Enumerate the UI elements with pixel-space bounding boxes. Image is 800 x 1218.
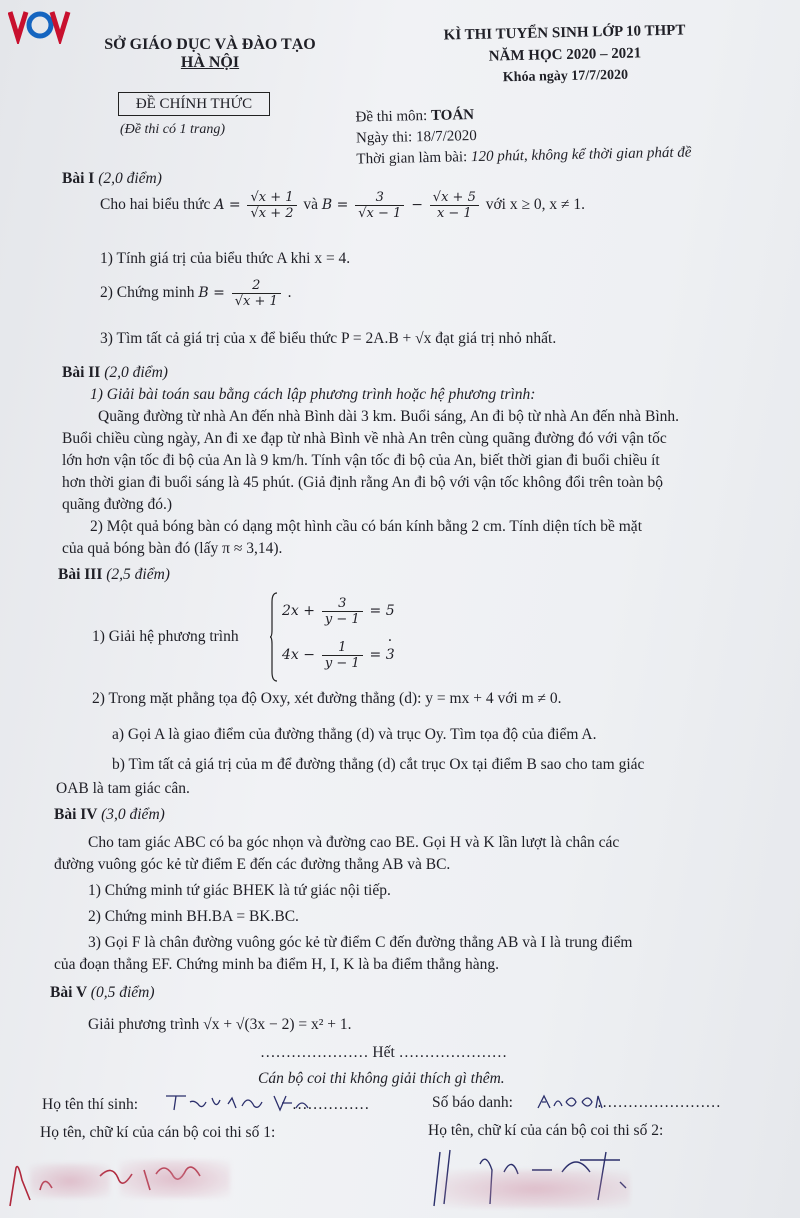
bai1-q3: 3) Tìm tất cả giá trị của x để biểu thức P = 2A.B + √x đạt giá trị nhỏ nhất. <box>100 330 557 347</box>
bai3-q2a: a) Gọi A là giao điểm của đường thẳng (d) và trục Oy. Tìm tọa độ của điểm A. <box>112 726 597 743</box>
candidate-label: Họ tên thí sinh: <box>42 1096 139 1113</box>
eq1-right: = 5 <box>369 603 395 620</box>
exam-info <box>355 100 691 170</box>
proctor1-label: Họ tên, chữ kí của cán bộ coi thi số 1: <box>40 1124 276 1141</box>
eq1-num: 3 <box>322 596 363 612</box>
bai1-title: Bài I <box>62 170 95 187</box>
expr-b-fraction1 <box>355 190 404 221</box>
bai1-intro <box>100 190 585 221</box>
bai3-title: Bài III <box>58 566 103 583</box>
expr-b-minus: − <box>411 197 423 214</box>
bai5-question: Giải phương trình √x + √(3x − 2) = x² + 1. <box>88 1016 352 1033</box>
bai1-q2-prefix: 2) Chứng minh <box>100 284 195 302</box>
eq1-den: y − 1 <box>324 612 360 627</box>
expr-a-fraction <box>247 190 296 221</box>
candidate-dots: …………… <box>291 1096 370 1113</box>
bai2-q1-intro: 1) Giải bài toán sau bằng cách lập phương trình hoặc hệ phương trình: <box>90 386 536 403</box>
bai4-q3-line1: 3) Gọi F là chân đường vuông góc kẻ từ điểm C đến đường thẳng AB và I là trung điểm <box>88 934 633 951</box>
equation-2 <box>282 640 395 671</box>
bai2-q1-line3: lớn hơn vận tốc đi bộ của An là 9 km/h. Tính vận tốc đi bộ của An, biết thời gian đi buổi chiều ít <box>62 452 660 469</box>
bai4-q1: 1) Chứng minh tứ giác BHEK là tứ giác nội tiếp. <box>88 882 391 899</box>
official-label: ĐỀ CHÍNH THỨC <box>118 92 270 116</box>
bai1-q2-den: √x + 1 <box>234 294 278 309</box>
expr-a-lhs: A = <box>214 197 241 214</box>
eq2-right: = 3 <box>369 647 395 664</box>
expr-b-num1: 3 <box>355 190 404 206</box>
expr-b-fraction2 <box>430 190 479 221</box>
header-left <box>100 36 320 72</box>
bai3-points: (2,5 điểm) <box>106 566 170 583</box>
eq1-fraction <box>322 596 363 627</box>
bai4-title: Bài IV <box>54 806 98 823</box>
id-handwriting <box>536 1092 606 1112</box>
system-end: . <box>388 628 392 645</box>
vov-logo <box>8 8 72 44</box>
bai2-q1-line1: Quãng đường từ nhà An đến nhà Bình dài 3 km. Buổi sáng, An đi bộ từ nhà An đến nhà Bình. <box>98 408 680 425</box>
equation-system <box>270 592 400 684</box>
bai1-and: và <box>303 196 319 214</box>
signature-blur-3 <box>440 1170 630 1208</box>
bai2-q1-line4: hơn thời gian đi buổi sáng là 45 phút. (Giả định rằng An đi bộ với vận tốc không đổi trên toàn bộ <box>62 474 664 491</box>
bai2-heading <box>62 364 168 382</box>
header-right <box>399 19 730 92</box>
bai1-q1: 1) Tính giá trị của biểu thức A khi x = 4. <box>100 250 351 267</box>
signature-blur-2 <box>120 1160 230 1198</box>
equation-1 <box>282 596 395 627</box>
id-dots: …………………… <box>596 1094 721 1111</box>
bai4-q2: 2) Chứng minh BH.BA = BK.BC. <box>88 908 299 925</box>
bai3-q2: 2) Trong mặt phẳng tọa độ Oxy, xét đường thẳng (d): y = mx + 4 với m ≠ 0. <box>92 690 562 707</box>
bai2-q1-line2: Buổi chiều cùng ngày, An đi xe đạp từ nhà Bình về nhà An trên cùng quãng đường đó với vận tốc <box>62 430 667 447</box>
pages-note: (Đề thi có 1 trang) <box>120 122 225 137</box>
bai1-q2-lhs: B = <box>198 285 225 302</box>
session-date: Khóa ngày 17/7/2020 <box>502 67 629 86</box>
expr-b-den2: x − 1 <box>436 206 472 221</box>
duration-label: Thời gian làm bài: <box>356 149 468 168</box>
bai3-heading <box>58 566 170 584</box>
exam-title: KÌ THI TUYỂN SINH LỚP 10 THPT <box>443 22 686 44</box>
eq2-left: 4x − <box>282 647 315 664</box>
bai1-q2-fraction <box>232 278 281 309</box>
expr-b-num2: √x + 5 <box>430 190 479 206</box>
bai3-q2b-line2: OAB là tam giác cân. <box>56 780 190 797</box>
bai3-q1-prefix: 1) Giải hệ phương trình <box>92 628 239 645</box>
bai1-points: (2,0 điểm) <box>98 170 162 187</box>
bai1-condition: với x ≥ 0, x ≠ 1. <box>485 196 585 214</box>
bai4-q3-line2: của đoạn thẳng EF. Chứng minh ba điểm H, I, K là ba điểm thẳng hàng. <box>54 956 499 973</box>
eq2-fraction <box>322 640 363 671</box>
expr-b-den1: √x − 1 <box>358 206 402 221</box>
eq1-left: 2x + <box>282 603 315 620</box>
end-mark: ………………… Hết ………………… <box>260 1044 508 1061</box>
proctor2-label: Họ tên, chữ kí của cán bộ coi thi số 2: <box>428 1122 664 1139</box>
bai4-intro-line2: đường vuông góc kẻ từ điểm E đến các đường thẳng AB và BC. <box>54 856 451 873</box>
signature-blur-1 <box>30 1164 110 1198</box>
proctor-note: Cán bộ coi thi không giải thích gì thêm. <box>258 1070 505 1087</box>
bai2-q1-body <box>62 406 772 516</box>
bai5-heading <box>50 984 154 1002</box>
duration: 120 phút, không kể thời gian phát đề <box>470 144 692 166</box>
exam-date: Ngày thi: 18/7/2020 <box>355 127 477 147</box>
bai1-heading <box>62 170 162 188</box>
bai1-q2-num: 2 <box>232 278 281 294</box>
department: SỞ GIÁO DỤC VÀ ĐÀO TẠO <box>104 36 316 53</box>
bai1-q2 <box>100 278 292 309</box>
school-year: NĂM HỌC 2020 – 2021 <box>488 45 642 65</box>
expr-a-den: √x + 2 <box>250 206 294 221</box>
candidate-handwriting <box>162 1090 322 1114</box>
bai3-q2b-line1: b) Tìm tất cả giá trị của m để đường thẳng (d) cắt trục Ox tại điểm B sao cho tam giác <box>112 756 645 773</box>
expr-a-num: √x + 1 <box>247 190 296 206</box>
id-label: Số báo danh: <box>432 1094 513 1111</box>
city: HÀ NỘI <box>180 54 240 71</box>
subject-label: Đề thi môn: <box>355 108 428 126</box>
bai4-intro-line1: Cho tam giác ABC có ba góc nhọn và đường cao BE. Gọi H và K lần lượt là chân các <box>88 834 620 851</box>
bai2-title: Bài II <box>62 364 101 381</box>
eq2-num: 1 <box>322 640 363 656</box>
expr-b-lhs: B = <box>321 197 349 214</box>
bai2-q2 <box>62 516 772 560</box>
eq2-den: y − 1 <box>324 656 360 671</box>
bai2-points: (2,0 điểm) <box>104 364 168 381</box>
bai5-points: (0,5 điểm) <box>90 984 155 1001</box>
bai4-points: (3,0 điểm) <box>101 806 165 823</box>
bai1-q2-end: . <box>287 284 292 302</box>
bai2-q1-line5: quãng đường đó.) <box>62 496 173 513</box>
bai1-intro-text: Cho hai biểu thức <box>100 196 211 214</box>
bai2-q2-line2: của quả bóng bàn đó (lấy π ≈ 3,14). <box>62 540 283 557</box>
bai4-heading <box>54 806 165 824</box>
bai2-q2-line1: 2) Một quả bóng bàn có dạng một hình cầu có bán kính bằng 2 cm. Tính diện tích bề mặt <box>90 518 642 535</box>
system-brace <box>270 592 278 682</box>
bai5-title: Bài V <box>50 984 87 1001</box>
subject: TOÁN <box>430 107 475 124</box>
